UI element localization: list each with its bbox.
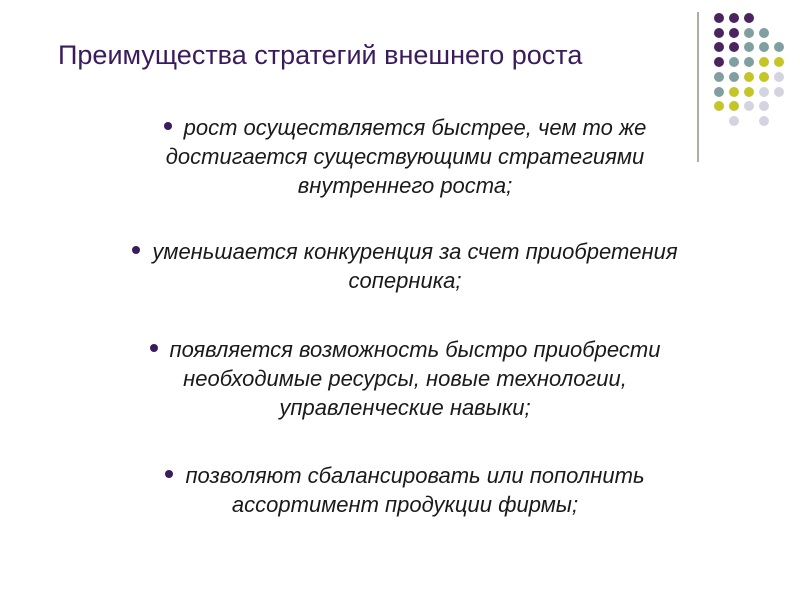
dot [774,87,784,97]
dot [714,28,724,38]
bullet-marker [165,470,173,478]
bullet-line: уменьшается конкуренция за счет приобретения [60,237,750,266]
dot [759,116,769,126]
dot [744,57,754,67]
slide-title: Преимущества стратегий внешнего роста [58,40,583,70]
dot [729,28,739,38]
bullet-line: внутреннего роста; [297,173,513,198]
dot [774,42,784,52]
dot [759,57,769,67]
dot [729,87,739,97]
bullet-item [60,237,750,295]
dot [744,101,754,111]
bullet-item [60,461,750,519]
dot [714,87,724,97]
bullet-line: управленческие навыки; [279,395,531,420]
dot [714,101,724,111]
dot [714,42,724,52]
dot [759,101,769,111]
bullet-marker [132,246,140,254]
bullet-item [60,335,750,422]
dot [729,42,739,52]
decorative-dot-grid [712,13,782,128]
dot [759,28,769,38]
dot [759,42,769,52]
dot [759,72,769,82]
dot [729,101,739,111]
dot [759,87,769,97]
dot [744,42,754,52]
dot [744,87,754,97]
dot [744,28,754,38]
bullet-line: появляется возможность быстро приобрести [60,335,750,364]
dot [729,57,739,67]
dot [774,72,784,82]
bullet-line: рост осуществляется быстрее, чем то же [60,113,750,142]
dot [744,72,754,82]
bullet-item [60,113,750,200]
bullet-marker [164,122,172,130]
dot [729,72,739,82]
dot [714,57,724,67]
bullet-line: необходимые ресурсы, новые технологии, [183,366,627,391]
dot [744,13,754,23]
bullet-line: соперника; [348,268,462,293]
bullet-line: позволяют сбалансировать или пополнить [60,461,750,490]
dot [714,72,724,82]
dot [714,13,724,23]
bullet-line: ассортимент продукции фирмы; [231,492,579,517]
bullet-marker [150,344,158,352]
dot [729,13,739,23]
dot [774,57,784,67]
bullet-line: достигается существующими стратегиями [165,144,645,169]
